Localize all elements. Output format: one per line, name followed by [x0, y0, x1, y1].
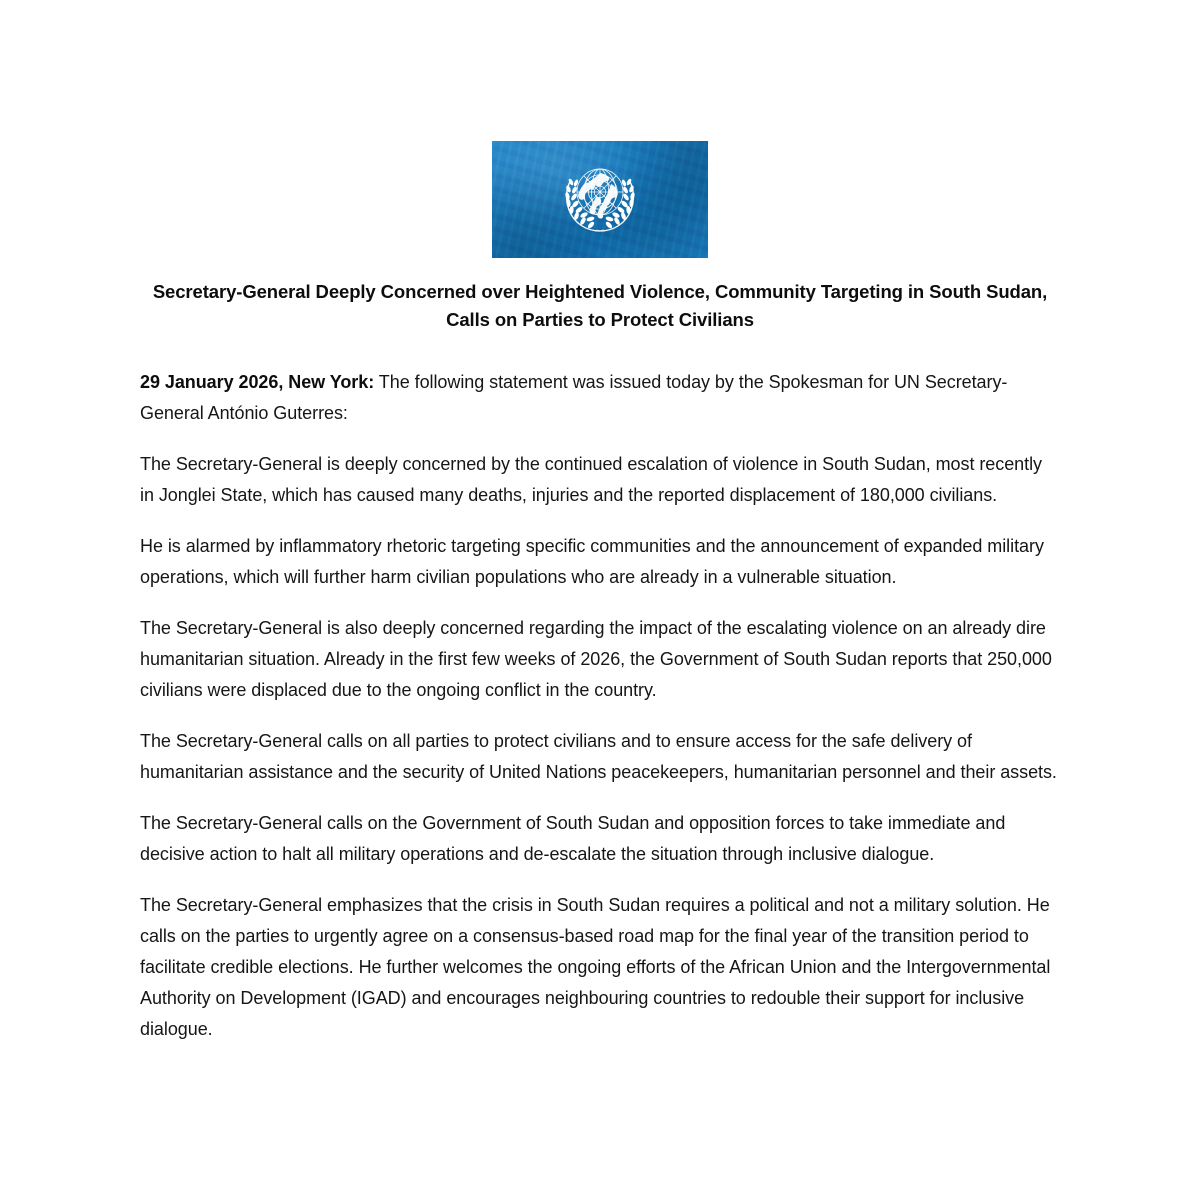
statement-paragraph: The Secretary-General is also deeply concerned regarding the impact of the escalating violence on an already dire humanitarian situation. Already in the first few weeks of 2026, the Government of South Sudan reports that 250,000 civilians were displaced due to the ongoing conflict in the country. — [140, 618, 1052, 700]
united-nations-emblem-icon — [548, 161, 652, 239]
flag-container — [0, 141, 1200, 258]
statement-body — [140, 367, 1060, 1045]
dateline-paragraph — [140, 367, 1060, 429]
statement-paragraph: The Secretary-General calls on the Government of South Sudan and opposition forces to take immediate and decisive action to halt all military operations and de-escalate the situation through inclusive dialogue. — [140, 813, 1006, 864]
statement-paragraph: The Secretary-General calls on all parties to protect civilians and to ensure access for the safe delivery of humanitarian assistance and the security of United Nations peacekeepers, humanitarian personnel and their assets. — [140, 731, 1057, 782]
un-flag-image — [492, 141, 708, 258]
dateline-intro: The following statement was issued today by the Spokesman for UN Secretary-General António Guterres: — [140, 372, 1008, 423]
statement-paragraph: The Secretary-General emphasizes that the crisis in South Sudan requires a political and not a military solution. He calls on the parties to urgently agree on a consensus-based road map for the final year of the transition period to facilitate credible elections. He further welcomes the ongoing efforts of the African Union and the Intergovernmental Authority on Development (IGAD) and encourages neighbouring countries to redouble their support for inclusive dialogue. — [140, 895, 1051, 1039]
dateline-label: 29 January 2026, New York: — [140, 372, 375, 392]
statement-paragraph: He is alarmed by inflammatory rhetoric targeting specific communities and the announcement of expanded military operations, which will further harm civilian populations who are already in a vulnerable situation. — [140, 536, 1044, 587]
page-title: Secretary-General Deeply Concerned over Heightened Violence, Community Targeting in South Sudan, Calls on Parties to Protect Civilians — [152, 281, 1048, 330]
statement-paragraph: The Secretary-General is deeply concerned by the continued escalation of violence in South Sudan, most recently in Jonglei State, which has caused many deaths, injuries and the reported displacement of 180,000 civilians. — [140, 454, 1042, 505]
document-content — [140, 278, 1060, 1045]
